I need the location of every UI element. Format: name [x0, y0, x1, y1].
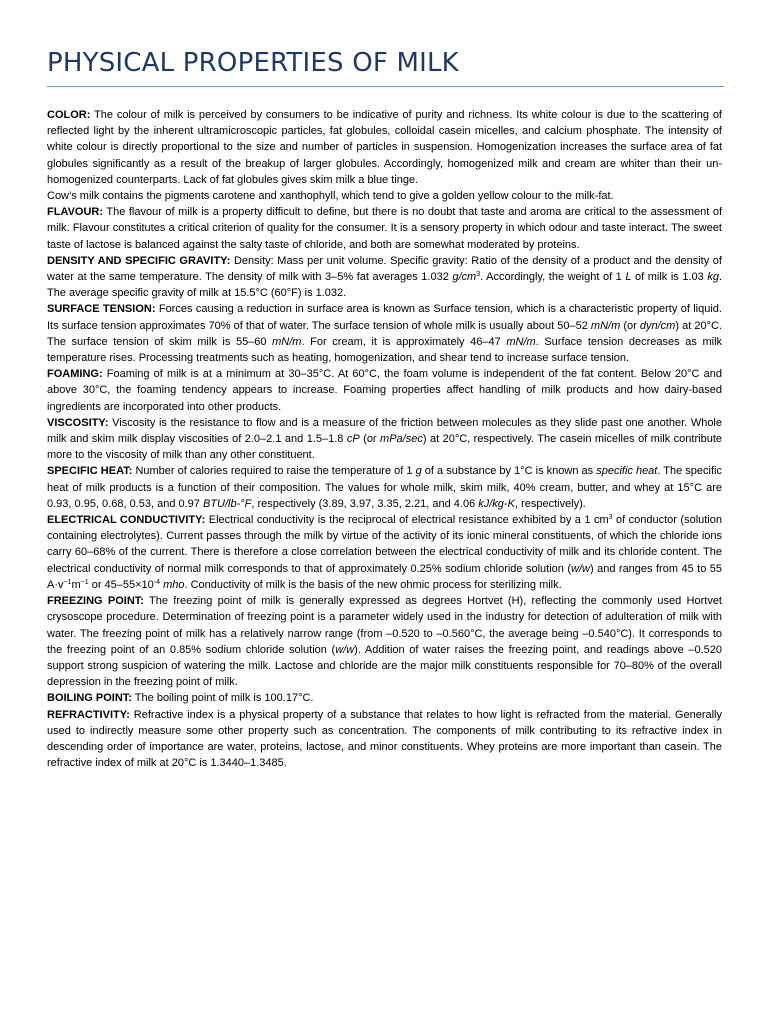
text: . Surface tension decreases as milk temperature rises. Processing treatments such as heating, homogenization, and shear tend to increase surface tension.	[47, 335, 723, 365]
text: (or	[359, 433, 381, 446]
paragraph-foaming	[47, 366, 722, 415]
unit: kJ/kg-K	[478, 497, 515, 510]
text: The colour of milk is perceived by consumers to be indicative of purity and richness. Its white colour is due to the scattering of reflected light by the inherent ultramicroscopic particles, fat globules, colloidal casein micelles, and calcium phosphate. The intensity of white colour is directly proportional to the size and number of particles in suspension. Homogenization increases the surface area of fat globules significantly as a result of the breakup of larger globules. Accordingly, homogenized milk and cream are whiter than their un-homogenized counterparts. Lack of fat globules gives skim milk a blue tinge.	[47, 109, 722, 186]
superscript: 3	[608, 514, 613, 522]
term-surface-tension: SURFACE TENSION:	[47, 303, 156, 316]
text: Forces causing a reduction in surface area is known as Surface tension, which is a characteristic property of liquid. Its surface tension approximates 70% of that of water. The surface tension of whole milk is usually about 50–52	[47, 303, 722, 332]
text: The freezing point of milk is generally expressed as degrees Hortvet (H), reflecting the commonly used Hortvet crysoscope procedure. Determination of freezing point is a parameter widely used in the industry for detection of adulteration of milk with water. The freezing point of milk has a relatively narrow range (from –0.520 to –0.560°C, the average being –0.540°C). It corresponds to the freezing point of an 0.85% sodium chloride solution (	[47, 595, 722, 656]
text: of milk is 1.03	[631, 271, 708, 284]
text: (or	[620, 319, 640, 332]
unit: L	[625, 271, 632, 284]
document-body	[47, 107, 722, 771]
superscript: −1	[63, 578, 72, 586]
text: The flavour of milk is a property difficult to define, but there is no doubt that taste and aroma are critical to the assessment of milk. Flavour constitutes a critical criterion of quality for the consumer. It is a sensory property in which odour and taste interact. The sweet taste of lactose is balanced against the salty taste of chloride, and both are somewhat moderated by proteins.	[47, 206, 722, 251]
unit: cP	[346, 433, 360, 446]
text: ) at 20°C, respectively. The casein micelles of milk contribute more to the viscosity of milk than any other constituent.	[47, 433, 722, 462]
paragraph-refractivity	[47, 707, 722, 772]
paragraph-surface-tension	[47, 301, 722, 366]
text: , respectively (3.89, 3.97, 3.35, 2.21, and 4.06	[251, 497, 479, 510]
text: of conductor (solution containing electrolytes). Current passes through the milk by virtue of the activity of its ionic mineral constituents, of which the chloride ions carry 60–68% of the current. There is therefore a close correlation between the electrical conductivity of milk and its chloride content. The electrical conductivity of normal milk corresponds to that of approximately 0.25% sodium chloride solution (	[47, 514, 722, 575]
term-electrical-conductivity: ELECTRICAL CONDUCTIVITY:	[47, 514, 206, 527]
text: Viscosity is the resistance to flow and is a measure of the friction between molecules as they slide past one another. Whole milk and skim milk display viscosities of 2.0–2.1 and 1.5–1.8	[47, 416, 722, 446]
title-underline-divider	[47, 86, 724, 87]
term-density: DENSITY AND SPECIFIC GRAVITY:	[47, 254, 231, 267]
unit: w/w	[571, 562, 590, 575]
term-boiling-point: BOILING POINT:	[47, 692, 132, 705]
unit: mN/m	[272, 335, 302, 348]
text: . For cream, it is approximately 46–47	[301, 335, 507, 348]
unit: BTU/lb-°F	[202, 497, 252, 510]
paragraph-cows-milk	[47, 188, 722, 204]
text: ) and ranges from 45 to 55 A·v	[47, 562, 722, 591]
unit: g	[415, 465, 422, 478]
text: Density: Mass per unit volume. Specific gravity: Ratio of the density of a product and the density of water at the same temperature. The density of milk with 3–5% fat averages 1.032	[47, 254, 722, 284]
text: Electrical conductivity is the reciprocal of electrical resistance exhibited by a 1 cm	[205, 514, 609, 527]
text: ) at 20°C. The surface tension of skim milk is 55–60	[47, 319, 722, 348]
paragraph-density	[47, 253, 722, 302]
paragraph-electrical-conductivity	[47, 512, 722, 593]
superscript: -4	[153, 578, 161, 586]
unit: w/w	[335, 643, 355, 656]
text: . The average specific gravity of milk at 15.5°C (60°F) is 1.032.	[47, 271, 723, 300]
unit: mN/m	[590, 319, 621, 332]
term-specific-heat: SPECIFIC HEAT:	[47, 465, 133, 478]
paragraph-viscosity	[47, 415, 722, 464]
superscript: 3	[476, 271, 481, 279]
paragraph-specific-heat	[47, 463, 722, 512]
term-flavour: FLAVOUR:	[47, 206, 104, 219]
text: . The specific heat of milk products is a function of their composition. The values for whole milk, skim milk, 40% cream, butter, and whey at 15°C are 0.93, 0.95, 0.68, 0.53, and 0.97	[47, 465, 722, 510]
superscript: −1	[80, 578, 89, 586]
text: , respectively).	[514, 497, 586, 510]
unit: g/cm	[452, 271, 477, 284]
text: . Conductivity of milk is the basis of the new ohmic process for sterilizing milk.	[184, 578, 562, 591]
text: The boiling point of milk is 100.17°C.	[131, 692, 314, 705]
paragraph-boiling-point	[47, 690, 722, 706]
text: ). Addition of water raises the freezing point, and readings above –0.520 support strong suspicion of watering the milk. Lactose and chloride are the major milk constituents responsible for 70–80% of the overall depression in the freezing point of milk.	[47, 643, 722, 689]
term-color: COLOR:	[47, 109, 91, 121]
text: . Accordingly, the weight of 1	[480, 271, 626, 284]
term-refractivity: REFRACTIVITY:	[47, 708, 130, 721]
unit: mPa/sec	[380, 433, 423, 446]
page-title: PHYSICAL PROPERTIES OF MILK	[47, 48, 459, 78]
emphasis: specific heat	[596, 465, 658, 478]
text: m	[71, 578, 81, 591]
unit: dyn/cm	[639, 319, 676, 332]
term-foaming: FOAMING:	[47, 368, 103, 381]
paragraph-flavour	[47, 204, 722, 253]
text: Foaming of milk is at a minimum at 30–35°C. At 60°C, the foam volume is independent of the fat content. Below 20°C and above 30°C, the foaming tendency appears to increase. Foaming properties affect handling of milk products and how dairy-based ingredients are incorporated into other products.	[47, 368, 722, 413]
unit: mN/m	[506, 335, 536, 348]
text: of a substance by 1°C is known as	[421, 465, 597, 478]
text: or 45–55×10	[88, 578, 154, 591]
unit: mho	[163, 578, 185, 591]
paragraph-color	[47, 107, 722, 188]
unit: kg	[707, 271, 719, 284]
paragraph-freezing-point	[47, 593, 722, 690]
text: Refractive index is a physical property of a substance that relates to how light is refracted from the material. Generally used to indirectly measure some other property such as concentration. The components of milk contributing to its refractive index in descending order of importance are water, proteins, lactose, and minor constituents. Whey proteins are more important than casein. The refractive index of milk at 20°C is 1.3440–1.3485.	[47, 708, 722, 770]
text: Number of calories required to raise the temperature of 1	[132, 465, 416, 478]
term-freezing-point: FREEZING POINT:	[47, 595, 144, 608]
term-viscosity: VISCOSITY:	[47, 416, 109, 429]
text: Cow’s milk contains the pigments carotene and xanthophyll, which tend to give a golden yellow colour to the milk-fat.	[47, 190, 614, 203]
